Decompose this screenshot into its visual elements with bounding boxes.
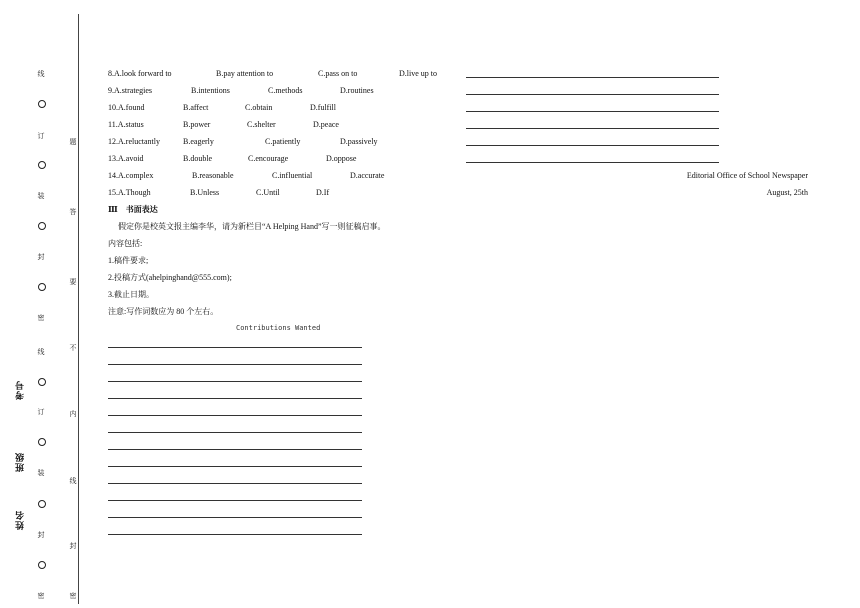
margin-char: 装 — [37, 469, 45, 477]
option-d: D.If — [316, 188, 330, 197]
margin-circle — [38, 378, 46, 386]
option-a: A.look forward to — [114, 69, 172, 78]
margin-char: 要 — [69, 278, 77, 286]
margin-char: 线 — [37, 70, 45, 78]
option-a: A.reluctantly — [118, 137, 160, 146]
answer-line — [466, 94, 719, 95]
option-b: B.intentions — [191, 86, 230, 95]
answer-line — [466, 145, 719, 146]
margin-circle — [38, 283, 46, 291]
option-d: D.peace — [313, 120, 339, 129]
writing-line — [108, 398, 362, 399]
option-a: A.found — [118, 103, 145, 112]
writing-line — [108, 381, 362, 382]
writing-line — [108, 347, 362, 348]
option-b: B.reasonable — [192, 171, 234, 180]
answer-line — [466, 128, 719, 129]
content-label: 内容包括: — [108, 239, 143, 248]
margin-circle — [38, 438, 46, 446]
option-b: B.power — [183, 120, 211, 129]
option-b: B.eagerly — [183, 137, 214, 146]
option-a: A.status — [117, 120, 144, 129]
option-c: C.Until — [256, 188, 280, 197]
margin-circle — [38, 561, 46, 569]
option-c: C.influential — [272, 171, 313, 180]
margin-char: 线 — [69, 477, 77, 485]
answer-line — [466, 77, 719, 78]
margin-char: 封 — [69, 542, 77, 550]
name-label: 姓名 — [16, 510, 26, 530]
content-item-1: 1.稿件要求; — [108, 256, 149, 265]
option-b: B.double — [183, 154, 213, 163]
answer-line — [466, 111, 719, 112]
word-count-note: 注意:写作词数应为 80 个左右。 — [108, 307, 219, 316]
signature-office: Editorial Office of School Newspaper — [686, 171, 808, 180]
margin-char: 内 — [69, 410, 77, 418]
writing-line — [108, 466, 362, 467]
option-d: D.live up to — [399, 69, 437, 78]
margin-char: 答 — [69, 208, 77, 216]
task-prompt: 假定你是校英文报主编李华，请为新栏目“A Helping Hand”写一则征稿启事。 — [118, 222, 386, 231]
option-d: D.routines — [340, 86, 374, 95]
question-number: 15. — [108, 188, 118, 197]
option-a: A.complex — [118, 171, 154, 180]
option-b: B.Unless — [190, 188, 220, 197]
margin-char: 密 — [69, 592, 77, 600]
margin-char: 订 — [37, 132, 45, 140]
question-number: 11. — [108, 120, 118, 129]
option-c: C.shelter — [247, 120, 276, 129]
question-number: 13. — [108, 154, 118, 163]
writing-line — [108, 500, 362, 501]
signature-date: August, 25th — [766, 188, 808, 197]
margin-circle — [38, 500, 46, 508]
writing-line — [108, 449, 362, 450]
option-a: A.strategies — [114, 86, 152, 95]
writing-line — [108, 517, 362, 518]
margin-char: 线 — [37, 348, 45, 356]
margin-circle — [38, 222, 46, 230]
margin-circle — [38, 161, 46, 169]
option-a: A.Though — [118, 188, 151, 197]
writing-line — [108, 415, 362, 416]
option-c: C.pass on to — [318, 69, 358, 78]
option-c: C.patiently — [265, 137, 301, 146]
question-number: 10. — [108, 103, 118, 112]
section-title: Ⅲ 书面表达 — [108, 205, 158, 214]
option-d: D.oppose — [326, 154, 357, 163]
writing-line — [108, 483, 362, 484]
question-number: 12. — [108, 137, 118, 146]
margin-char: 装 — [37, 192, 45, 200]
margin-char: 封 — [37, 531, 45, 539]
option-c: C.methods — [268, 86, 303, 95]
content-item-3: 3.截止日期。 — [108, 290, 154, 299]
essay-title: Contributions Wanted — [236, 324, 321, 332]
margin-circle — [38, 100, 46, 108]
question-number: 14. — [108, 171, 118, 180]
margin-char: 订 — [37, 408, 45, 416]
writing-line — [108, 364, 362, 365]
exam-number-label: 考号 — [16, 380, 26, 400]
binding-line — [78, 14, 79, 604]
margin-char: 封 — [37, 253, 45, 261]
question-number: 9. — [108, 86, 114, 95]
answer-line — [466, 162, 719, 163]
option-c: C.encourage — [248, 154, 289, 163]
option-b: B.affect — [183, 103, 209, 112]
content-item-2: 2.投稿方式(ahelpinghand@555.com); — [108, 273, 232, 282]
class-label: 班级 — [16, 452, 26, 472]
margin-char: 密 — [37, 314, 45, 322]
margin-char: 不 — [69, 344, 77, 352]
option-d: D.fulfill — [310, 103, 336, 112]
margin-char: 题 — [69, 138, 77, 146]
margin-char: 密 — [37, 592, 45, 600]
option-c: C.obtain — [245, 103, 273, 112]
option-a: A.avoid — [118, 154, 144, 163]
option-b: B.pay attention to — [216, 69, 274, 78]
writing-line — [108, 432, 362, 433]
option-d: D.passively — [340, 137, 378, 146]
writing-line — [108, 534, 362, 535]
option-d: D.accurate — [350, 171, 385, 180]
question-number: 8. — [108, 69, 114, 78]
